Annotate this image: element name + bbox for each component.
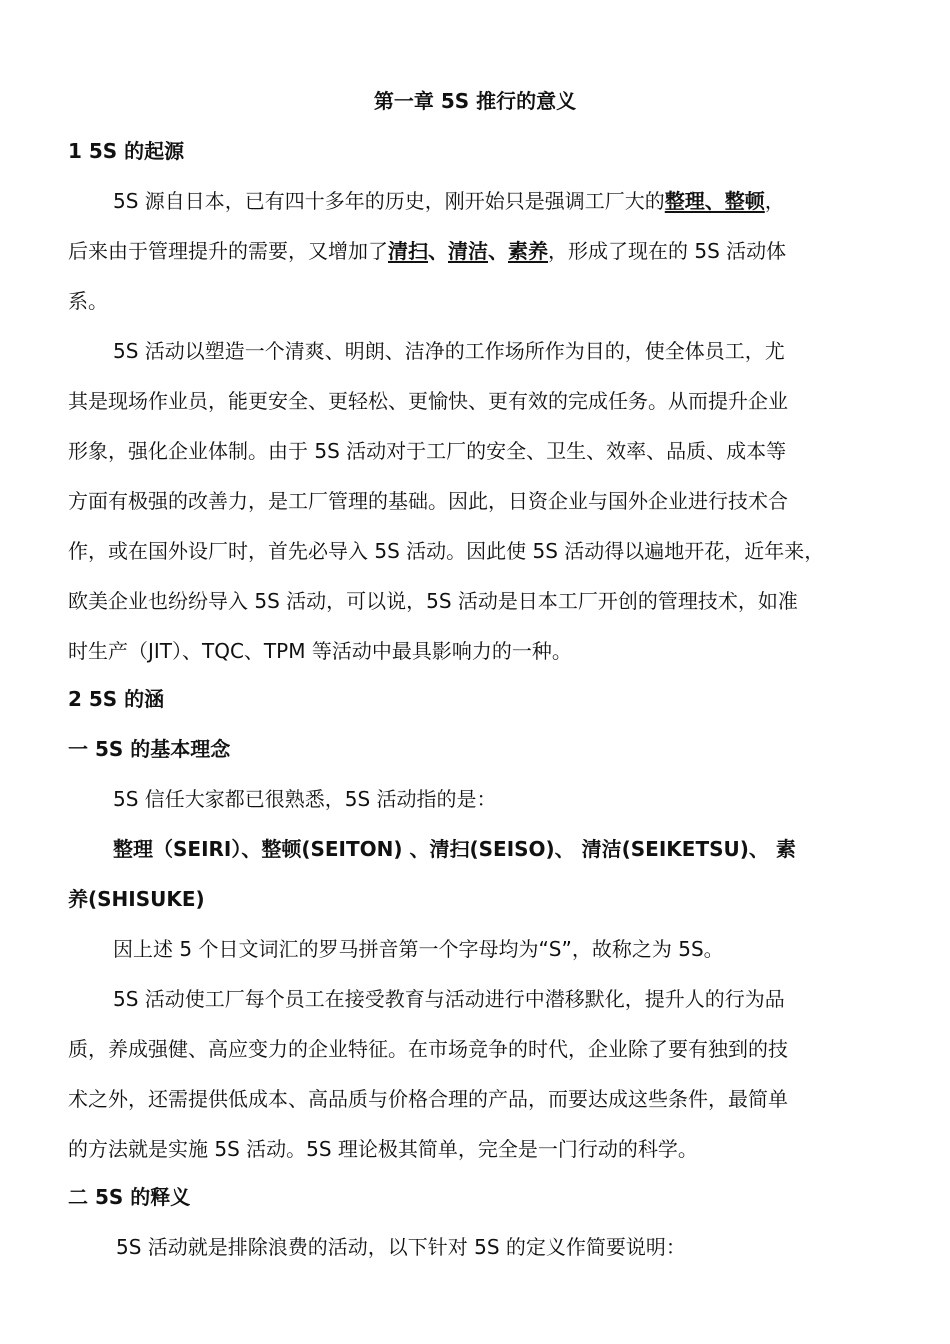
paragraph-line: 欧美企业也纷纷导入 5S 活动，可以说，5S 活动是日本工厂开创的管理技术，如准 (68, 589, 798, 613)
paragraph-line: 形象，强化企业体制。由于 5S 活动对于工厂的安全、卫生、效率、品质、成本等 (68, 439, 787, 463)
section-heading-connotation: 2 5S 的涵 (68, 687, 165, 711)
paragraph-line: 5S 活动使工厂每个员工在接受教育与活动进行中潜移默化，提升人的行为品 (113, 987, 785, 1011)
emphasis-term: 整理、整顿 (664, 189, 765, 213)
paragraph-line: 质，养成强健、高应变力的企业特征。在市场竞争的时代，企业除了要有独到的技 (68, 1037, 788, 1061)
paragraph-line: 5S 信任大家都已很熟悉，5S 活动指的是： (113, 787, 497, 811)
text-run: ， (764, 189, 785, 213)
chapter-title: 第一章 5S 推行的意义 (373, 89, 577, 113)
section-heading-origin: 1 5S 的起源 (68, 139, 185, 163)
paragraph-line (113, 187, 882, 215)
text-run: ，形成了现在的 5S 活动体 (548, 239, 787, 263)
paragraph-line: 其是现场作业员，能更安全、更轻松、更愉快、更有效的完成任务。从而提升企业 (68, 389, 788, 413)
emphasis-term: 清洁 (448, 239, 488, 263)
paragraph-line (68, 237, 882, 265)
subsection-heading-definition: 二 5S 的释义 (68, 1185, 191, 1209)
paragraph-line: 术之外，还需提供低成本、高品质与价格合理的产品，而要达成这些条件，最简单 (68, 1087, 788, 1111)
emphasis-term: 素养 (508, 239, 548, 263)
terms-line: 养(SHISUKE) (68, 887, 205, 911)
paragraph-line: 系。 (68, 289, 108, 313)
text-run: 、 (428, 239, 448, 263)
subsection-heading-concept: 一 5S 的基本理念 (68, 737, 231, 761)
text-run: 5S 源自日本，已有四十多年的历史，刚开始只是强调工厂大的 (113, 189, 665, 213)
paragraph-line: 因上述 5 个日文词汇的罗马拼音第一个字母均为“S”，故称之为 5S。 (113, 937, 724, 961)
paragraph-line: 方面有极强的改善力，是工厂管理的基础。因此，日资企业与国外企业进行技术合 (68, 489, 788, 513)
emphasis-term: 清扫 (388, 239, 428, 263)
paragraph-line: 的方法就是实施 5S 活动。5S 理论极其简单，完全是一门行动的科学。 (68, 1137, 698, 1161)
text-run: 后来由于管理提升的需要，又增加了 (68, 239, 388, 263)
paragraph-line: 5S 活动就是排除浪费的活动，以下针对 5S 的定义作简要说明： (116, 1235, 686, 1259)
paragraph-line: 时生产（JIT）、TQC、TPM 等活动中最具影响力的一种。 (68, 639, 572, 663)
text-run: 、 (488, 239, 508, 263)
terms-line: 整理（SEIRI）、整顿(SEITON) 、清扫(SEISO)、 清洁(SEIKETSU)、 素 (113, 837, 796, 861)
paragraph-line: 作，或在国外设厂时，首先必导入 5S 活动。因此使 5S 活动得以遍地开花，近年来， (68, 539, 825, 563)
paragraph-line: 5S 活动以塑造一个清爽、明朗、洁净的工作场所作为目的，使全体员工，尤 (113, 339, 785, 363)
